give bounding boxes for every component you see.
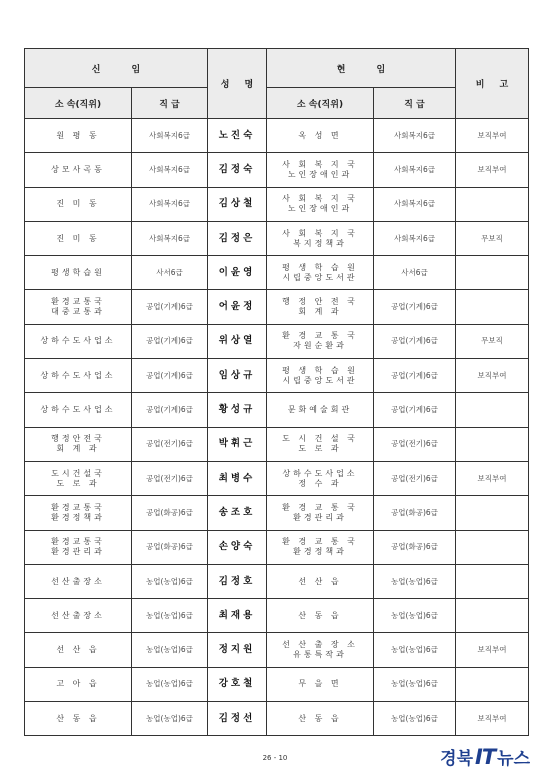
current-affiliation-cell	[267, 599, 374, 633]
current-affiliation-cell-line: 선 산 읍	[298, 576, 342, 586]
current-affiliation-cell	[267, 153, 374, 187]
note-cell	[456, 667, 529, 701]
new-affiliation-cell-line: 도시건설국	[51, 468, 105, 478]
name-cell: 김정숙	[208, 153, 267, 187]
note-cell: 보직부여	[456, 702, 529, 736]
current-affiliation-cell-line: 상하수도사업소	[282, 468, 358, 478]
table-row	[25, 427, 529, 461]
header-current-affiliation: 소 속(직위)	[267, 88, 374, 119]
logo-text-pre: 경북	[440, 749, 473, 769]
new-affiliation-cell-line: 고 아 읍	[56, 679, 100, 689]
new-rank-cell: 농업(농업)6급	[132, 667, 208, 701]
new-rank-cell: 공업(기계)6급	[132, 290, 208, 324]
new-affiliation-cell	[25, 599, 132, 633]
current-rank-cell: 사회복지6급	[374, 187, 456, 221]
current-rank-cell: 공업(화공)6급	[374, 530, 456, 564]
current-affiliation-cell-line: 선 산 출 장 소	[282, 640, 358, 650]
current-rank-cell: 공업(기계)6급	[374, 324, 456, 358]
current-affiliation-cell-line: 노인장애인과	[287, 204, 353, 214]
new-affiliation-cell	[25, 393, 132, 427]
new-affiliation-cell-line: 진 미 동	[56, 199, 100, 209]
new-affiliation-cell-line: 환경교통국	[51, 537, 105, 547]
name-cell: 김정선	[208, 702, 267, 736]
new-affiliation-cell-line: 선산출장소	[51, 576, 105, 586]
new-affiliation-cell-line: 원 평 동	[56, 130, 100, 140]
new-affiliation-cell-line: 환경관리과	[51, 547, 105, 557]
current-affiliation-cell-line: 산 동 읍	[298, 610, 342, 620]
current-affiliation-cell-line: 산 동 읍	[298, 713, 342, 723]
new-rank-cell: 공업(기계)6급	[132, 324, 208, 358]
note-cell: 보직부여	[456, 153, 529, 187]
new-rank-cell: 사회복지6급	[132, 221, 208, 255]
note-cell: 보직부여	[456, 119, 529, 153]
current-affiliation-cell	[267, 633, 374, 667]
table-row	[25, 393, 529, 427]
new-affiliation-cell	[25, 461, 132, 495]
new-affiliation-cell	[25, 564, 132, 598]
current-affiliation-cell-line: 복지정책과	[293, 238, 347, 248]
new-rank-cell: 농업(농업)6급	[132, 564, 208, 598]
header-current-assignment: 현 임	[267, 49, 456, 88]
current-affiliation-cell-line: 환 경 교 통 국	[282, 331, 358, 341]
new-rank-cell: 사서6급	[132, 256, 208, 290]
current-rank-cell: 농업(농업)6급	[374, 564, 456, 598]
table-row	[25, 599, 529, 633]
note-cell: 무보직	[456, 324, 529, 358]
name-cell: 최병수	[208, 461, 267, 495]
current-affiliation-cell-line: 환경정책과	[293, 547, 347, 557]
note-cell	[456, 427, 529, 461]
current-affiliation-cell	[267, 290, 374, 324]
current-affiliation-cell-line: 도 시 건 설 국	[282, 434, 358, 444]
new-affiliation-cell	[25, 496, 132, 530]
current-affiliation-cell	[267, 324, 374, 358]
current-affiliation-cell-line: 평 생 학 습 원	[282, 365, 358, 375]
current-rank-cell: 농업(농업)6급	[374, 702, 456, 736]
current-affiliation-cell	[267, 427, 374, 461]
current-affiliation-cell-line: 도 로 과	[298, 444, 342, 454]
name-cell: 임상규	[208, 359, 267, 393]
logo-text-post: 뉴스	[497, 749, 530, 769]
current-rank-cell: 농업(농업)6급	[374, 633, 456, 667]
personnel-table	[24, 48, 529, 736]
current-affiliation-cell-line: 회 계 과	[298, 307, 342, 317]
table-row	[25, 324, 529, 358]
current-rank-cell: 공업(기계)6급	[374, 393, 456, 427]
new-affiliation-cell	[25, 702, 132, 736]
table-row	[25, 496, 529, 530]
new-affiliation-cell-line: 대중교통과	[51, 307, 105, 317]
new-affiliation-cell	[25, 667, 132, 701]
current-rank-cell: 사서6급	[374, 256, 456, 290]
header-current-rank: 직 급	[374, 88, 456, 119]
current-affiliation-cell-line: 시립중앙도서관	[282, 375, 358, 385]
table-row	[25, 119, 529, 153]
current-rank-cell: 공업(전기)6급	[374, 461, 456, 495]
current-affiliation-cell	[267, 221, 374, 255]
note-cell	[456, 496, 529, 530]
new-rank-cell: 농업(농업)6급	[132, 599, 208, 633]
current-rank-cell: 농업(농업)6급	[374, 667, 456, 701]
new-affiliation-cell	[25, 324, 132, 358]
new-affiliation-cell-line: 상하수도사업소	[40, 336, 116, 346]
note-cell: 보직부여	[456, 633, 529, 667]
current-affiliation-cell-line: 문화예술회관	[287, 405, 353, 415]
new-rank-cell: 사회복지6급	[132, 119, 208, 153]
header-new-rank: 직 급	[132, 88, 208, 119]
current-affiliation-cell-line: 유통특작과	[293, 650, 347, 660]
name-cell: 김정호	[208, 564, 267, 598]
name-cell: 최재용	[208, 599, 267, 633]
current-affiliation-cell	[267, 461, 374, 495]
name-cell: 이윤영	[208, 256, 267, 290]
name-cell: 강호철	[208, 667, 267, 701]
current-rank-cell: 농업(농업)6급	[374, 599, 456, 633]
new-affiliation-cell-line: 상하수도사업소	[40, 405, 116, 415]
new-affiliation-cell	[25, 153, 132, 187]
logo-text-it: IT	[475, 744, 496, 769]
new-affiliation-cell	[25, 290, 132, 324]
note-cell	[456, 393, 529, 427]
header-new-affiliation: 소 속(직위)	[25, 88, 132, 119]
new-affiliation-cell-line: 환경정책과	[51, 512, 105, 522]
current-affiliation-cell	[267, 702, 374, 736]
current-affiliation-cell-line: 환경관리과	[293, 512, 347, 522]
current-rank-cell: 사회복지6급	[374, 221, 456, 255]
new-affiliation-cell-line: 상모사곡동	[51, 164, 105, 174]
name-cell: 김정은	[208, 221, 267, 255]
current-affiliation-cell	[267, 496, 374, 530]
note-cell: 보직부여	[456, 461, 529, 495]
new-affiliation-cell-line: 상하수도사업소	[40, 370, 116, 380]
current-affiliation-cell	[267, 530, 374, 564]
new-rank-cell: 농업(농업)6급	[132, 702, 208, 736]
name-cell: 박휘근	[208, 427, 267, 461]
header-note: 비 고	[456, 49, 529, 119]
name-cell: 정지원	[208, 633, 267, 667]
current-affiliation-cell-line: 환 경 교 통 국	[282, 502, 358, 512]
new-rank-cell: 사회복지6급	[132, 153, 208, 187]
current-affiliation-cell-line: 시립중앙도서관	[282, 272, 358, 282]
current-rank-cell: 사회복지6급	[374, 153, 456, 187]
current-affiliation-cell-line: 노인장애인과	[287, 169, 353, 179]
new-affiliation-cell-line: 행정안전국	[51, 434, 105, 444]
current-rank-cell: 공업(기계)6급	[374, 290, 456, 324]
name-cell: 어윤정	[208, 290, 267, 324]
current-affiliation-cell-line: 정 수 과	[298, 478, 342, 488]
current-affiliation-cell	[267, 256, 374, 290]
current-affiliation-cell	[267, 359, 374, 393]
new-affiliation-cell	[25, 187, 132, 221]
name-cell: 손양숙	[208, 530, 267, 564]
table-row	[25, 667, 529, 701]
table-body	[25, 119, 529, 736]
current-affiliation-cell-line: 사 회 복 지 국	[282, 228, 358, 238]
note-cell	[456, 290, 529, 324]
new-affiliation-cell	[25, 427, 132, 461]
current-affiliation-cell	[267, 187, 374, 221]
note-cell	[456, 187, 529, 221]
new-affiliation-cell-line: 선 산 읍	[56, 645, 100, 655]
table-row	[25, 564, 529, 598]
page-number: 26 - 10	[262, 754, 288, 762]
current-rank-cell: 공업(전기)6급	[374, 427, 456, 461]
table-row	[25, 530, 529, 564]
new-affiliation-cell	[25, 256, 132, 290]
current-affiliation-cell-line: 무 을 면	[298, 679, 342, 689]
current-affiliation-cell-line: 사 회 복 지 국	[282, 194, 358, 204]
current-affiliation-cell	[267, 119, 374, 153]
new-rank-cell: 공업(기계)6급	[132, 393, 208, 427]
new-affiliation-cell-line: 회 계 과	[56, 444, 100, 454]
current-rank-cell: 공업(기계)6급	[374, 359, 456, 393]
new-affiliation-cell-line: 선산출장소	[51, 610, 105, 620]
new-affiliation-cell-line: 환경교통국	[51, 297, 105, 307]
new-affiliation-cell	[25, 119, 132, 153]
new-affiliation-cell	[25, 633, 132, 667]
new-rank-cell: 사회복지6급	[132, 187, 208, 221]
note-cell	[456, 256, 529, 290]
note-cell	[456, 599, 529, 633]
name-cell: 황성규	[208, 393, 267, 427]
current-affiliation-cell-line: 환 경 교 통 국	[282, 537, 358, 547]
new-affiliation-cell-line: 산 동 읍	[56, 713, 100, 723]
current-affiliation-cell	[267, 564, 374, 598]
current-affiliation-cell-line: 자원순환과	[293, 341, 347, 351]
note-cell	[456, 530, 529, 564]
table-row	[25, 290, 529, 324]
new-affiliation-cell-line: 도 로 과	[56, 478, 100, 488]
note-cell: 보직부여	[456, 359, 529, 393]
table-row	[25, 221, 529, 255]
name-cell: 송조호	[208, 496, 267, 530]
new-affiliation-cell-line: 평생학습원	[51, 267, 105, 277]
current-rank-cell: 공업(화공)6급	[374, 496, 456, 530]
logo	[440, 744, 530, 769]
current-affiliation-cell	[267, 667, 374, 701]
new-rank-cell: 공업(전기)6급	[132, 427, 208, 461]
table-row	[25, 153, 529, 187]
table-row	[25, 187, 529, 221]
new-rank-cell: 공업(기계)6급	[132, 359, 208, 393]
new-rank-cell: 농업(농업)6급	[132, 633, 208, 667]
table-row	[25, 461, 529, 495]
note-cell: 무보직	[456, 221, 529, 255]
new-rank-cell: 공업(화공)6급	[132, 530, 208, 564]
new-affiliation-cell-line: 진 미 동	[56, 233, 100, 243]
table-row	[25, 359, 529, 393]
table-row	[25, 256, 529, 290]
new-rank-cell: 공업(화공)6급	[132, 496, 208, 530]
current-affiliation-cell-line: 사 회 복 지 국	[282, 159, 358, 169]
name-cell: 노진숙	[208, 119, 267, 153]
header-name: 성 명	[208, 49, 267, 119]
table-row	[25, 702, 529, 736]
header-new-assignment: 신 임	[25, 49, 208, 88]
current-affiliation-cell-line: 평 생 학 습 원	[282, 262, 358, 272]
new-affiliation-cell	[25, 530, 132, 564]
current-affiliation-cell	[267, 393, 374, 427]
new-affiliation-cell	[25, 359, 132, 393]
name-cell: 김상철	[208, 187, 267, 221]
new-affiliation-cell	[25, 221, 132, 255]
table-row	[25, 633, 529, 667]
current-rank-cell: 사회복지6급	[374, 119, 456, 153]
current-affiliation-cell-line: 옥 성 면	[298, 130, 342, 140]
note-cell	[456, 564, 529, 598]
new-rank-cell: 공업(전기)6급	[132, 461, 208, 495]
current-affiliation-cell-line: 행 정 안 전 국	[282, 297, 358, 307]
new-affiliation-cell-line: 환경교통국	[51, 502, 105, 512]
name-cell: 위상열	[208, 324, 267, 358]
